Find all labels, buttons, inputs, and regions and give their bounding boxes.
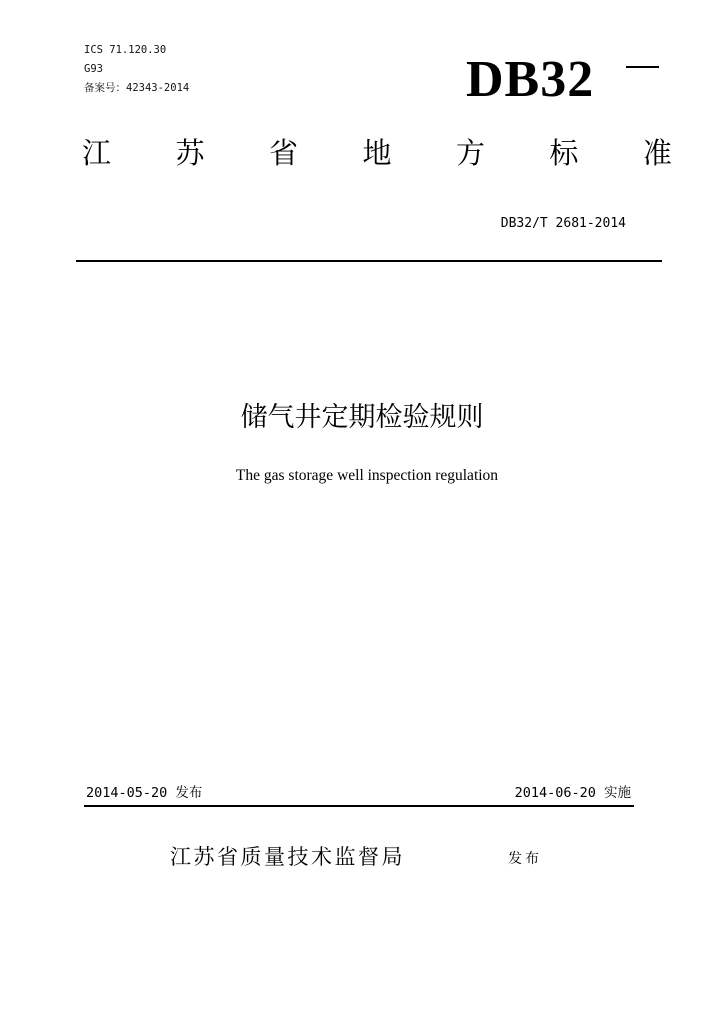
header-divider xyxy=(76,260,662,262)
standard-logo xyxy=(466,50,666,110)
standard-type-char: 江 xyxy=(82,136,112,170)
publisher-name: 江苏省质量技术监督局 xyxy=(170,845,405,869)
standard-type-char: 省 xyxy=(268,136,298,170)
standard-type-char: 地 xyxy=(362,136,392,170)
filing-number: 备案号：42343-2014 xyxy=(84,82,190,94)
footer-divider xyxy=(84,805,634,807)
standard-number: DB32/T 2681-2014 xyxy=(500,216,626,231)
standard-type-char: 苏 xyxy=(175,136,205,170)
implementation-date: 2014-06-20 实施 xyxy=(514,785,631,801)
publish-label: 发布 xyxy=(508,851,542,867)
logo-text: DB32 xyxy=(466,51,595,108)
issue-date: 2014-05-20 发布 xyxy=(86,785,203,801)
logo-dash xyxy=(626,66,659,68)
ics-code: ICS 71.120.30 xyxy=(84,44,167,56)
standard-type-heading xyxy=(82,133,672,173)
standard-type-char: 标 xyxy=(549,136,579,170)
standard-type-char: 准 xyxy=(642,136,672,170)
document-title-en: The gas storage well inspection regulation xyxy=(235,467,499,484)
ccs-code: G93 xyxy=(84,63,103,75)
document-title-cn: 储气井定期检验规则 xyxy=(240,402,484,433)
standard-type-char: 方 xyxy=(455,136,485,170)
